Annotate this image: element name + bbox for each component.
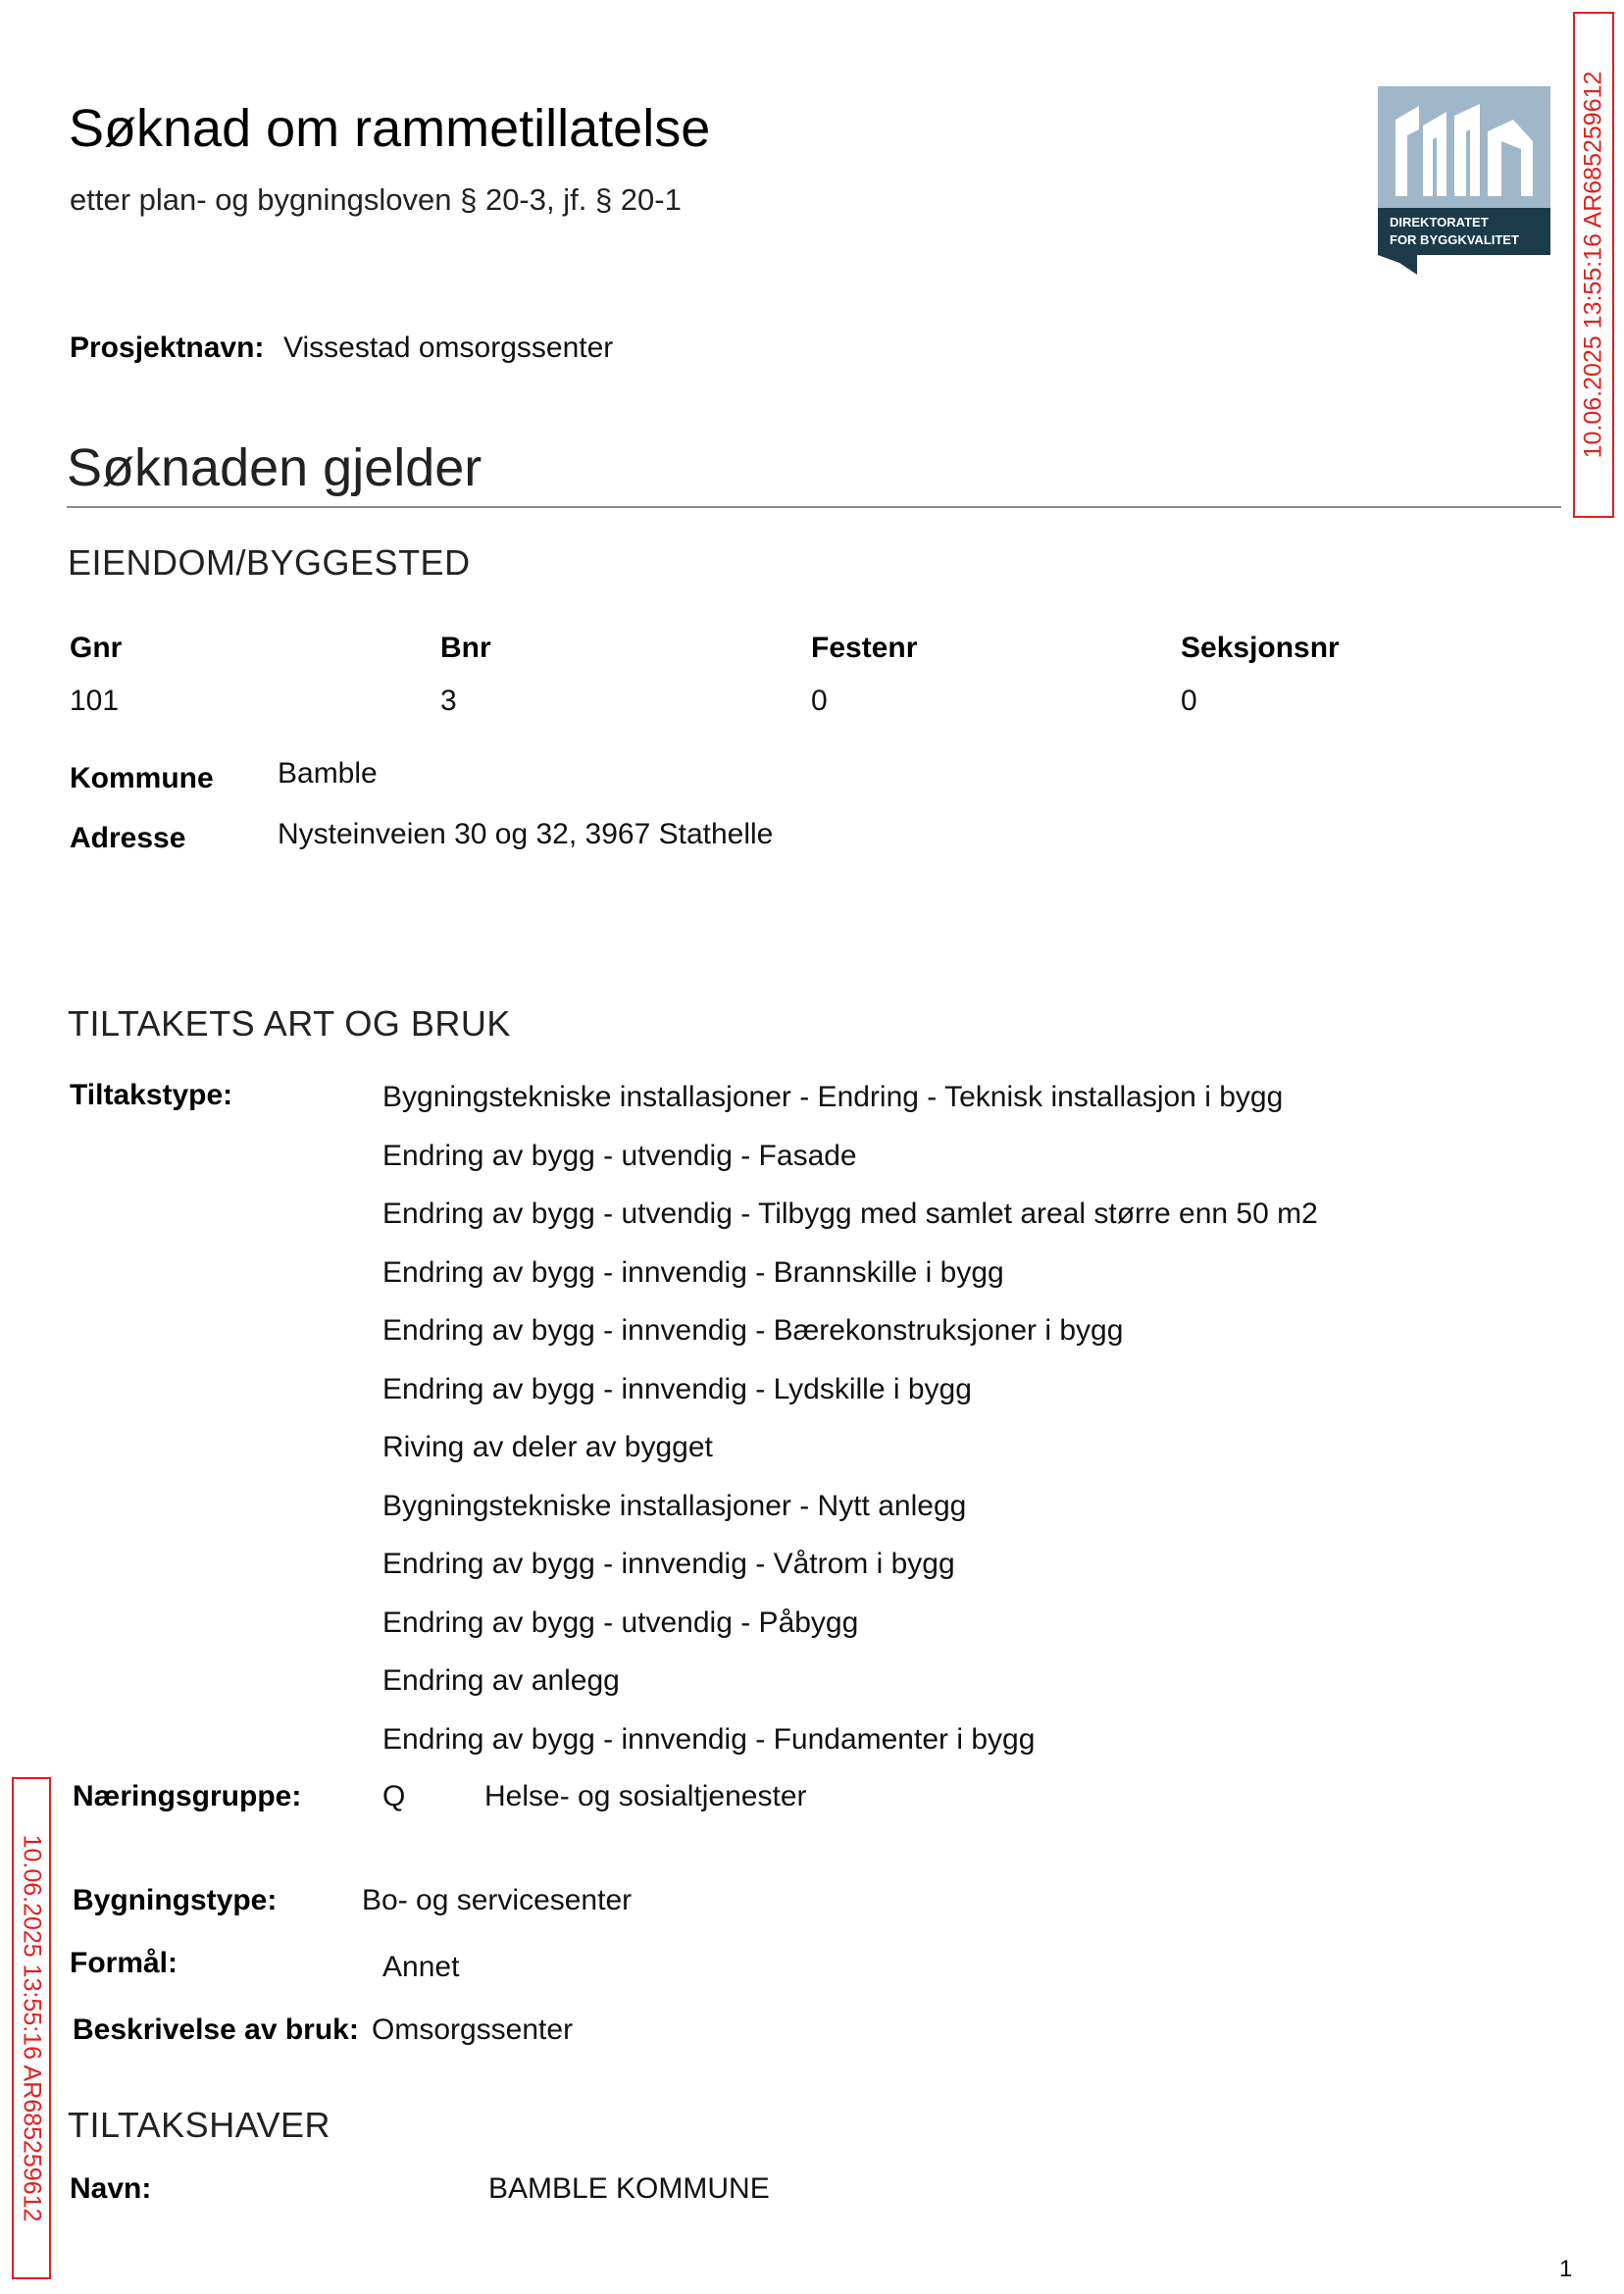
list-item: Endring av anlegg: [382, 1664, 620, 1697]
document-title: Søknad om rammetillatelse: [69, 99, 711, 158]
project-name-label: Prosjektnavn:: [70, 331, 265, 364]
navn-value: BAMBLE KOMMUNE: [488, 2172, 770, 2205]
seksjonsnr-value: 0: [1181, 685, 1197, 717]
formal-value: Annet: [382, 1951, 460, 1983]
list-item: Endring av bygg - innvendig - Lydskille i bygg: [382, 1372, 972, 1405]
stamp-text: 10.06.2025 13:55:16 AR685259612: [18, 1834, 46, 2222]
bnr-label: Bnr: [440, 632, 491, 664]
bygningstype-value: Bo- og servicesenter: [362, 1884, 633, 1916]
kommune-value: Bamble: [278, 757, 378, 790]
navn-label: Navn:: [70, 2172, 152, 2205]
tiltakstype-label: Tiltakstype:: [70, 1079, 233, 1111]
property-heading: EIENDOM/BYGGESTED: [68, 542, 471, 583]
list-item: Endring av bygg - innvendig - Fundamenter i bygg: [382, 1722, 1036, 1756]
timestamp-stamp-right: [1573, 12, 1614, 518]
list-item: Endring av bygg - utvendig - Tilbygg med samlet areal større enn 50 m2: [382, 1198, 1318, 1230]
tiltakstype-list: [382, 1077, 1318, 1777]
seksjonsnr-label: Seksjonsnr: [1181, 632, 1340, 664]
stamp-text: 10.06.2025 13:55:16 AR685259612: [1579, 71, 1607, 459]
list-item: Endring av bygg - innvendig - Brannskille i bygg: [382, 1255, 1004, 1289]
tiltak-heading: TILTAKETS ART OG BRUK: [68, 1003, 511, 1044]
project-name-value: Vissestad omsorgssenter: [283, 331, 614, 364]
list-item: Bygningstekniske installasjoner - Nytt anlegg: [382, 1489, 967, 1522]
logo-text-line1: DIREKTORATET: [1390, 215, 1489, 229]
bnr-value: 3: [440, 685, 457, 717]
dibk-logo: [1378, 86, 1550, 275]
list-item: Endring av bygg - utvendig - Fasade: [382, 1139, 857, 1172]
list-item: Endring av bygg - innvendig - Bærekonstruksjoner i bygg: [382, 1314, 1124, 1347]
logo-text-line2: FOR BYGGKVALITET: [1390, 232, 1519, 247]
section-title: Søknaden gjelder: [67, 438, 482, 497]
list-item: Endring av bygg - innvendig - Våtrom i bygg: [382, 1548, 955, 1580]
naeringsgruppe-label: Næringsgruppe:: [73, 1780, 302, 1812]
tiltakshaver-heading: TILTAKSHAVER: [68, 2105, 331, 2145]
beskrivelse-label: Beskrivelse av bruk:: [73, 2014, 359, 2046]
adresse-label: Adresse: [70, 822, 186, 854]
list-item: Riving av deler av bygget: [382, 1431, 713, 1463]
bygningstype-label: Bygningstype:: [73, 1884, 278, 1916]
festenr-label: Festenr: [811, 632, 918, 664]
adresse-value: Nysteinveien 30 og 32, 3967 Stathelle: [278, 818, 774, 850]
list-item: Endring av bygg - utvendig - Påbygg: [382, 1606, 859, 1639]
list-item: Bygningstekniske installasjoner - Endring - Teknisk installasjon i bygg: [382, 1081, 1284, 1113]
section-divider: [67, 506, 1561, 508]
gnr-label: Gnr: [70, 632, 123, 664]
gnr-value: 101: [70, 685, 120, 717]
kommune-label: Kommune: [70, 762, 214, 794]
festenr-value: 0: [811, 685, 828, 717]
beskrivelse-value: Omsorgssenter: [372, 2014, 574, 2046]
naeringsgruppe-code: Q: [382, 1780, 406, 1812]
naeringsgruppe-value: Helse- og sosialtjenester: [484, 1780, 807, 1812]
document-subtitle: etter plan- og bygningsloven § 20-3, jf. § 20-1: [70, 182, 682, 217]
formal-label: Formål:: [70, 1947, 178, 1979]
timestamp-stamp-left: [12, 1777, 51, 2279]
page-number: 1: [1559, 2256, 1573, 2282]
